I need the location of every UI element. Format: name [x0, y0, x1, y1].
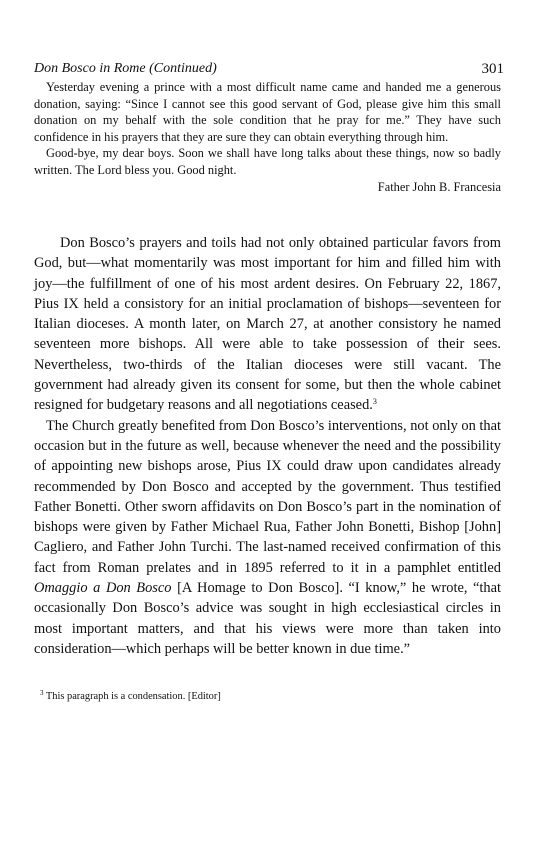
body-paragraph-text: Don Bosco’s prayers and toils had not only obtained particular favors from God, but—what momentarily was most important for him and filled him with joy—the fulfillment of one of his most ardent desires. On February 22, 1867, Pius IX held a consistory for an initial proclamation of bishops—seventeen for Italian dioceses. A month later, on March 27, at another consistory he named seventeen more bishops. All were able to take possession of their sees. Nevertheless, two-thirds of the Italian dioceses were still vacant. The government had already given its consent for some, but then the whole cabinet resigned for budgetary reasons and all negotiations ceased. [34, 235, 501, 414]
body-paragraph [34, 233, 501, 416]
running-head [34, 61, 504, 81]
footnote-item [34, 690, 501, 704]
running-title: Don Bosco in Rome (Continued) [34, 61, 217, 76]
main-text [34, 233, 501, 659]
body-paragraph [34, 416, 501, 660]
footnote-mark: 3 [40, 689, 44, 697]
pamphlet-title: Omaggio a Don Bosco [34, 580, 172, 597]
letter-paragraph: Good-bye, my dear boys. Soon we shall have long talks about these things, now so badly written. The Lord bless you. Good night. [34, 146, 501, 177]
footnote [34, 690, 501, 704]
letter-paragraph: Yesterday evening a prince with a most difficult name came and handed me a generous donation, saying: “Since I cannot see this good servant of God, please give him this small donation on my behalf with the sole condition that he pray for me.” They have such confidence in his prayers that they are sure they can obtain everything through him. [34, 80, 501, 144]
body-paragraph-text: The Church greatly benefited from Don Bosco’s interventions, not only on that occasion but in the future as well, because whenever the need and the possibility of appointing new bishops arose, Pius IX could draw upon candidates already recommended by Don Bosco and accepted by the government. Thus testified Father Bonetti. Other sworn affidavits on Don Bosco’s part in the nomination of bishops were given by Father Michael Rua, Father John Bonetti, Bishop [John] Cagliero, and Father John Turchi. The last-named received confirmation of this fact from Roman prelates and in 1895 referred to it in a pamphlet entitled [34, 417, 501, 576]
footnote-text: This paragraph is a condensation. [Editor] [45, 691, 221, 702]
letter-signature: Father John B. Francesia [377, 179, 501, 194]
page-number: 301 [481, 61, 504, 77]
footnote-reference: 3 [372, 397, 377, 407]
body-paragraph-text: [A Homage to Don Bosco]. “I know,” he wrote, “that occasionally Don Bosco’s advice was sought in high ecclesiastical circles in most important matters, and that his views were more than taken into consideration—which perhaps will be better known in due time.” [34, 580, 501, 657]
letter-excerpt [34, 79, 501, 195]
